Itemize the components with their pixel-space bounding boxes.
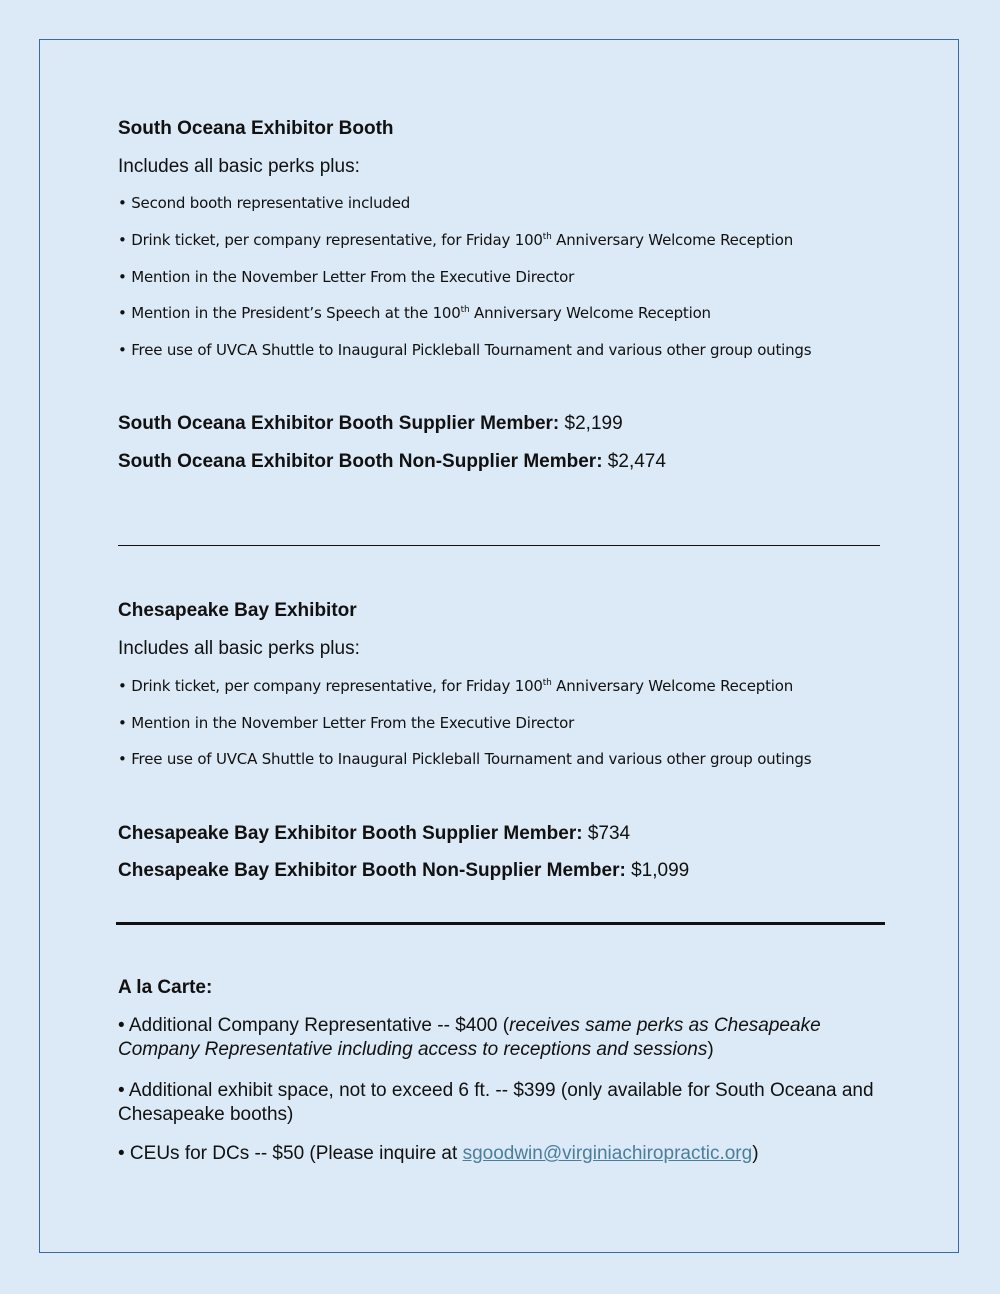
- south-oceana-bullet-5: • Free use of UVCA Shuttle to Inaugural Pickleball Tournament and various other group outings: [118, 341, 812, 359]
- south-oceana-heading: South Oceana Exhibitor Booth: [118, 118, 394, 139]
- south-oceana-supplier-price: South Oceana Exhibitor Booth Supplier Member: $2,199: [118, 413, 623, 434]
- alacarte-heading: A la Carte:: [118, 977, 213, 998]
- south-oceana-bullet-4: • Mention in the President’s Speech at the 100th Anniversary Welcome Reception: [118, 304, 711, 322]
- chesapeake-supplier-price: Chesapeake Bay Exhibitor Booth Supplier Member: $734: [118, 823, 631, 844]
- chesapeake-heading: Chesapeake Bay Exhibitor: [118, 600, 357, 621]
- south-oceana-bullet-2: • Drink ticket, per company representative, for Friday 100th Anniversary Welcome Reception: [118, 231, 793, 249]
- email-link[interactable]: sgoodwin@virginiachiropractic.org: [462, 1143, 753, 1164]
- south-oceana-bullet-1: • Second booth representative included: [118, 194, 411, 212]
- south-oceana-bullet-3: • Mention in the November Letter From the Executive Director: [118, 268, 575, 286]
- south-oceana-nonsupplier-price: South Oceana Exhibitor Booth Non-Supplier Member: $2,474: [118, 451, 666, 472]
- chesapeake-bullet-1: • Drink ticket, per company representative, for Friday 100th Anniversary Welcome Reception: [118, 677, 793, 695]
- south-oceana-intro: Includes all basic perks plus:: [118, 156, 360, 177]
- section-divider-2: [116, 922, 885, 925]
- section-divider-1: [118, 545, 880, 546]
- chesapeake-bullet-2: • Mention in the November Letter From the Executive Director: [118, 714, 575, 732]
- alacarte-item-3: • CEUs for DCs -- $50 (Please inquire at sgoodwin@virginiachiropractic.org): [118, 1143, 759, 1164]
- chesapeake-nonsupplier-price: Chesapeake Bay Exhibitor Booth Non-Supplier Member: $1,099: [118, 860, 690, 881]
- alacarte-item-1: • Additional Company Representative -- $400 (receives same perks as Chesapeake Company Representative including access to receptions and sessions): [118, 1015, 821, 1060]
- chesapeake-intro: Includes all basic perks plus:: [118, 638, 360, 659]
- alacarte-item-2: • Additional exhibit space, not to exceed 6 ft. -- $399 (only available for South Oceana and Chesapeake booths): [118, 1080, 874, 1125]
- chesapeake-bullet-3: • Free use of UVCA Shuttle to Inaugural Pickleball Tournament and various other group outings: [118, 750, 812, 768]
